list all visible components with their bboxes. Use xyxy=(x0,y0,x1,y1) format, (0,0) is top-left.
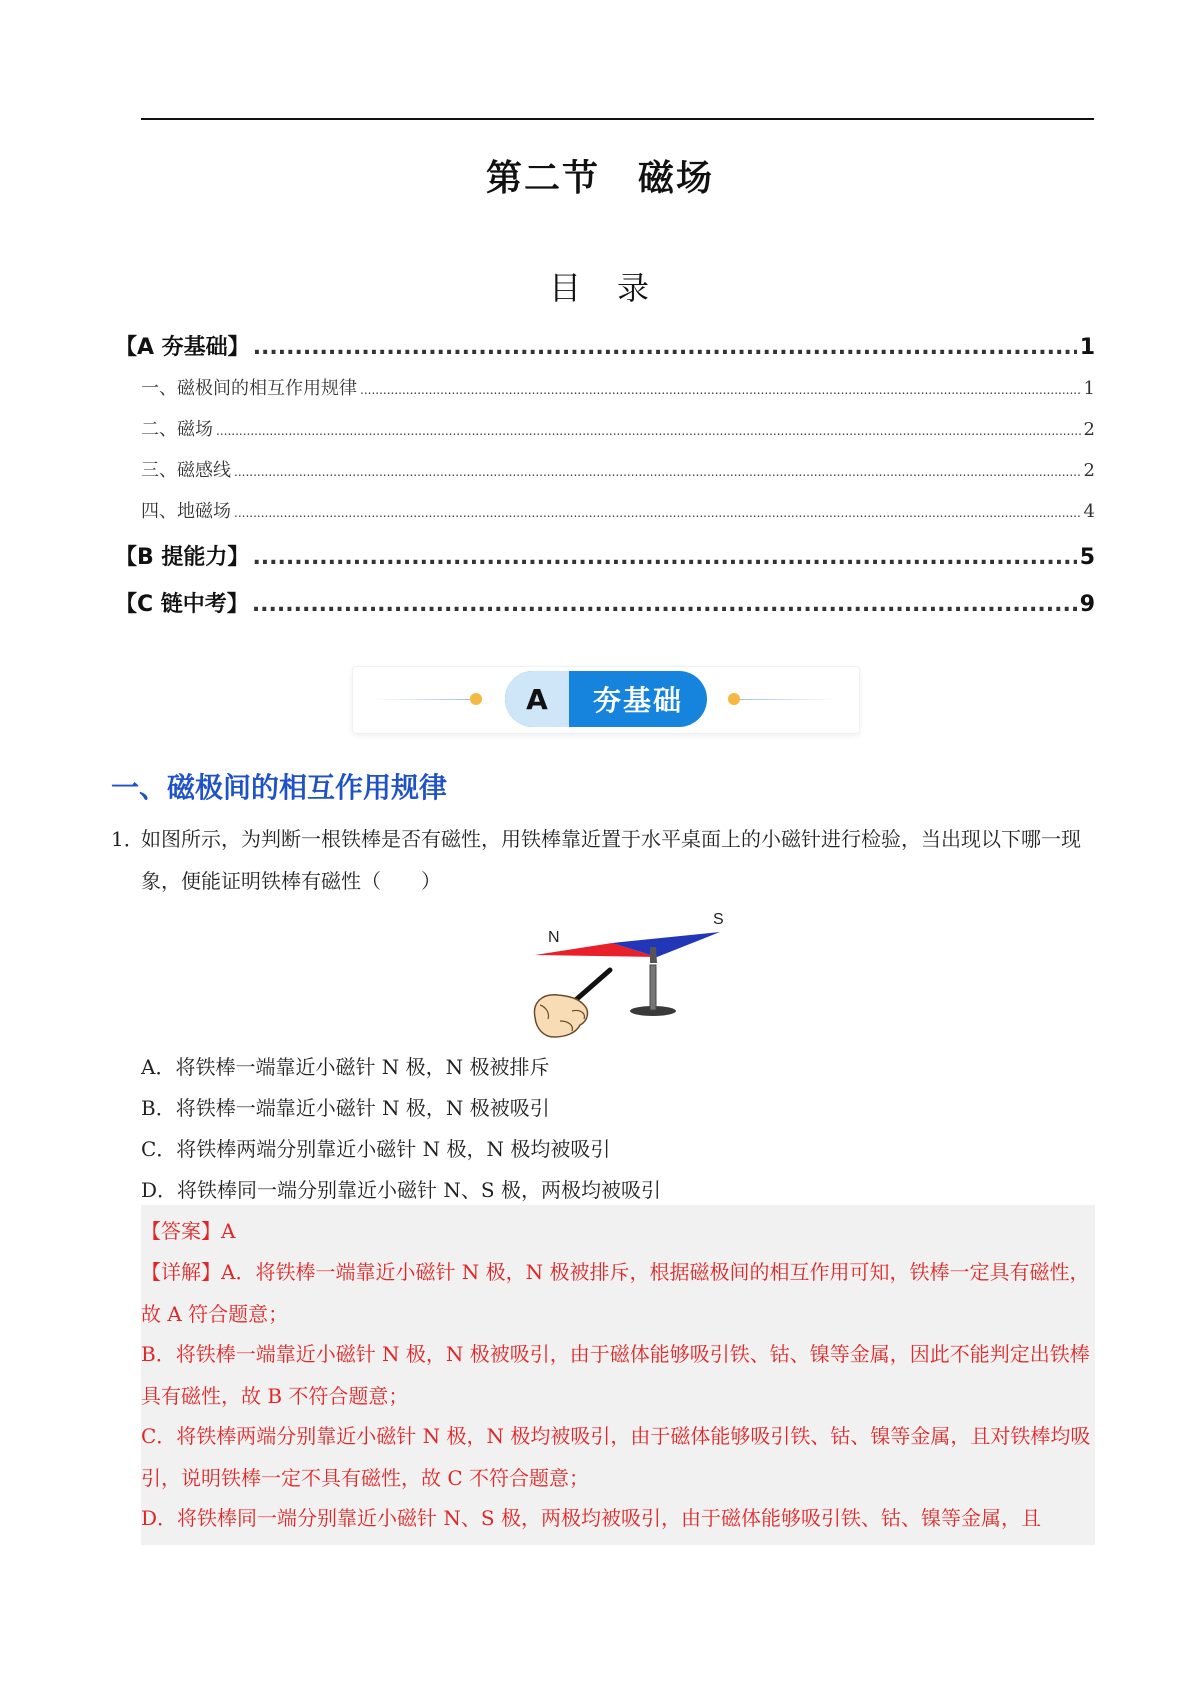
toc-entry-4[interactable] xyxy=(141,497,1095,523)
header-rule xyxy=(141,118,1094,120)
toc-leader xyxy=(234,465,1081,479)
explanation-a: 【详解】A．将铁棒一端靠近小磁针 N 极，N 极被排斥，根据磁极间的相互作用可知，铁棒一定具有磁性，故 A 符合题意； xyxy=(141,1260,1090,1326)
option-a: A．将铁棒一端靠近小磁针 N 极，N 极被排斥 xyxy=(141,1055,550,1079)
toc-entry-label: 【B 提能力】 xyxy=(115,545,250,570)
banner-text: 夯基础 xyxy=(592,684,683,717)
toc-page-number: 1 xyxy=(1079,335,1095,360)
toc-title: 目 录 xyxy=(548,269,651,307)
toc-entry-label: 一、磁极间的相互作用规律 xyxy=(141,378,357,399)
explanation-d: D．将铁棒同一端分别靠近小磁针 N、S 极，两极均被吸引，由于磁体能够吸引铁、钴、镍等金属，且 xyxy=(141,1506,1041,1530)
answer-line: 【答案】A xyxy=(141,1219,236,1243)
toc-entry-1[interactable] xyxy=(141,374,1095,400)
toc-entry-b[interactable] xyxy=(115,540,1095,571)
needle-pivot xyxy=(650,947,657,963)
toc-leader xyxy=(216,424,1081,438)
toc-leader xyxy=(252,545,1076,570)
toc-entry-label: 四、地磁场 xyxy=(141,501,231,522)
option-c: C．将铁棒两端分别靠近小磁针 N 极，N 极均被吸引 xyxy=(141,1137,611,1161)
toc-entry-2[interactable] xyxy=(141,415,1095,441)
compass-and-rod-illustration xyxy=(480,895,740,1045)
section-banner xyxy=(352,666,858,732)
needle-n-label: N xyxy=(548,929,560,946)
toc-entry-label: 二、磁场 xyxy=(141,419,213,440)
toc-entry-label: 【A 夯基础】 xyxy=(115,335,250,360)
banner-line-right xyxy=(735,699,835,700)
banner-dot-right xyxy=(728,693,740,705)
toc-leader xyxy=(234,506,1081,520)
page-title: 第二节 磁场 xyxy=(485,158,714,199)
banner-dot-left xyxy=(470,693,482,705)
toc-page-number: 4 xyxy=(1083,501,1095,522)
question-number: 1． xyxy=(111,827,144,851)
toc-page-number: 9 xyxy=(1079,592,1095,617)
toc-entry-3[interactable] xyxy=(141,456,1095,482)
toc-page-number: 5 xyxy=(1079,545,1095,570)
compass-stand xyxy=(650,965,656,1010)
toc-page-number: 2 xyxy=(1083,419,1095,440)
toc-page-number: 2 xyxy=(1083,460,1095,481)
option-d: D．将铁棒同一端分别靠近小磁针 N、S 极，两极均被吸引 xyxy=(141,1178,661,1202)
banner-pill xyxy=(505,671,707,727)
toc-leader xyxy=(253,335,1077,360)
toc-entry-label: 【C 链中考】 xyxy=(115,592,249,617)
question-text: 如图所示，为判断一根铁棒是否有磁性，用铁棒靠近置于水平桌面上的小磁针进行检验，当出现以下哪一现象，便能证明铁棒有磁性（ ） xyxy=(141,827,1081,893)
explanation-c: C．将铁棒两端分别靠近小磁针 N 极，N 极均被吸引，由于磁体能够吸引铁、钴、镍等金属，且对铁棒均吸引，说明铁棒一定不具有磁性，故 C 不符合题意； xyxy=(141,1424,1091,1490)
toc-entry-c[interactable] xyxy=(115,587,1095,618)
banner-letter: A xyxy=(505,671,569,727)
explanation-b: B．将铁棒一端靠近小磁针 N 极，N 极被吸引，由于磁体能够吸引铁、钴、镍等金属，因此不能判定出铁棒具有磁性，故 B 不符合题意； xyxy=(141,1342,1090,1408)
magnet-figure xyxy=(480,895,740,1045)
section-heading: 一、磁极间的相互作用规律 xyxy=(111,771,448,804)
option-b: B．将铁棒一端靠近小磁针 N 极，N 极被吸引 xyxy=(141,1096,550,1120)
hand xyxy=(534,995,587,1037)
toc-leader xyxy=(252,592,1077,617)
needle-s-label: S xyxy=(713,911,724,928)
toc-leader xyxy=(360,383,1081,397)
toc-entry-a[interactable] xyxy=(115,330,1095,361)
toc-page-number: 1 xyxy=(1083,378,1095,399)
toc-entry-label: 三、磁感线 xyxy=(141,460,231,481)
banner-line-left xyxy=(374,699,474,700)
